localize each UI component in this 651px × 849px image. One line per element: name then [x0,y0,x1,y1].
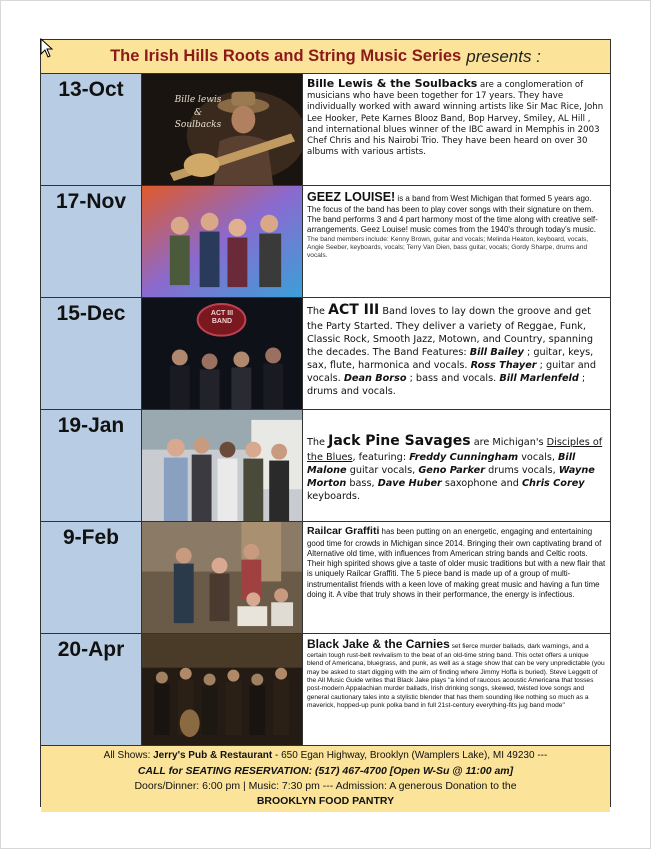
venue-line [43,749,608,764]
show-date: 20-Apr [41,634,142,745]
series-title: The Irish Hills Roots and String Music Series [110,47,462,65]
show-description [303,522,610,633]
venue-footer [41,746,610,812]
reservation-line: CALL for SEATING RESERVATION: (517) 467-4700 [Open W-Su @ 11:00 am] [137,764,514,777]
show-row-1 [41,74,610,186]
show-date: 13-Oct [41,74,142,185]
member-role: bass, [346,477,378,489]
show-description [303,298,610,409]
band-name: Jack Pine Savages [328,433,471,449]
band-text: set fierce murder ballads, dark warnings, and a certain tough rust-belt revivalism to the beat of an old-time string band. This octet offers a unique blend of Americana, bluegrass, and punk, as well as a stage show that can be very unpredictable (you may be asked to start digging with the aim of finding where Jimmy Hoffa is buried). Steve Leggett of the All Music Guide writes that Black Jake plays "a kind of raucous acoustic Americana that tosses post-modern Appalachian murder ballads, Irish drinking songs, skewed, twisted love songs and general cautionary tales into a stylistic blender that has them sounding like nothing so much as a maverick, hopped-up punk polka band in full 21st-century everything-fits jug band mode" [307,643,605,709]
genre-tagline: Disciples of the Blues [307,437,603,463]
band-photo [142,522,303,633]
member-name: Ross Thayer [470,359,537,371]
member-role: guitar vocals, [346,464,419,476]
member-role: saxophone and [441,477,522,489]
mouse-cursor-icon [40,38,54,58]
band-members: The band members include: Kenny Brown, guitar and vocals; Melinda Heaton, keyboard, vocals, Angie Seeber, keyboards, vocals; Terry Van Dien, bass guitar, vocals; Gordy Sharpe, drums and vocals. [307,235,589,259]
show-description [303,74,610,185]
show-row-3 [41,298,610,410]
band-prefix: The [307,437,329,448]
member-name: Bill Marlenfeld [499,372,579,384]
band-photo [142,298,303,409]
member-name: Chris Corey [521,477,585,489]
band-text: are a conglomeration of musicians who have been together for 17 years. They have individually worked with award winning artists like Sir Mac Rice, John Lee Hooker, Pete Karnes Blooz Band, Bop Harvey, Smiley, AL Hill , and international blues winner of the IBC award in Memphis in 2003 Chef Chris and his Nairobi Trio. They have been heard on over 30 albums with various artists. [307,80,604,158]
beneficiary-line: BROOKLYN FOOD PANTRY [256,794,395,807]
member-name: Geno Parker [418,464,485,476]
band-text: is a band from West Michigan that formed 5 years ago. The focus of the band has been to play cover songs with their signature on them. The band performs 3 and 4 part harmony most of the time along with creative self-arrangements. Geez Louise! music comes from the 1940's through today's music. [307,194,598,235]
venue-address: - 650 Egan Highway, Brooklyn (Wamplers Lake), MI 49230 --- [272,750,548,761]
member-role: drums vocals, [485,464,559,476]
band-text: Band loves to lay down the groove and get the Party Started. They deliver a variety of Reggae, Funk, Classic Rock, Smooth Jazz, Motown, and Country, spanning the decades. The Band Features: [307,306,594,358]
photo-caption: ACT III BAND [210,310,234,325]
member-name: Dave Huber [377,477,442,489]
show-date: 9-Feb [41,522,142,633]
times-line: Doors/Dinner: 6:00 pm | Music: 7:30 pm --- Admission: A generous Donation to the [134,779,517,792]
band-name: ACT III [328,302,380,318]
band-photo [142,186,303,297]
show-date: 15-Dec [41,298,142,409]
band-text: has been putting on an energetic, engaging and entertaining good time for crowds in Michigan since 2014. Bringing their own captivating brand of Alternative old time, with influences from American string bands and Celtic roots. Their high spirited shows give a taste of older music traditions but with a new flair that is uniquely Railcar Graffiti. The 5 piece band is made up of a group of multi-instrumentalist friends with a keen love of making great music and having a fun time doing it. A vibe that truly shows in their performance, the energy is infectious. [307,527,606,599]
band-photo [142,634,303,745]
band-prefix: The [307,306,329,317]
show-row-4 [41,410,610,522]
band-text: are Michigan's [470,437,547,448]
band-photo [142,74,303,185]
band-text: , featuring: [352,451,410,463]
member-role: ; drums and vocals. [307,372,586,397]
member-name: Wayne Morton [307,464,595,489]
band-name: Railcar Graffiti [307,525,380,537]
band-name: GEEZ LOUISE! [307,190,396,204]
member-name: Bill Bailey [469,346,524,358]
show-row-5 [41,522,610,634]
show-description [303,634,610,745]
photo-caption: Bille lewis & Soulbacks [174,95,222,131]
all-shows-label: All Shows: [103,750,154,761]
member-role: ; bass and vocals. [406,372,500,384]
concert-flyer [40,39,611,807]
member-name: Freddy Cunningham [409,451,519,463]
member-role: keyboards. [307,490,361,502]
show-date: 17-Nov [41,186,142,297]
member-name: Dean Borso [343,372,407,384]
member-role: ; guitar, keys, sax, flute, harmonica and vocals. [307,346,594,371]
presents-label: presents : [466,46,541,66]
member-role: ; guitar and vocals. [307,359,596,384]
member-name: Bill Malone [307,451,576,476]
member-role: vocals, [518,451,559,463]
band-name: Black Jake & the Carnies [307,637,450,651]
flyer-header [41,40,610,74]
show-description [303,410,610,521]
show-date: 19-Jan [41,410,142,521]
band-photo [142,410,303,521]
venue-name: Jerry's Pub & Restaurant [153,750,273,761]
band-name: Bille Lewis & the Soulbacks [307,77,478,90]
show-row-2 [41,186,610,298]
show-row-6 [41,634,610,746]
show-description [303,186,610,297]
